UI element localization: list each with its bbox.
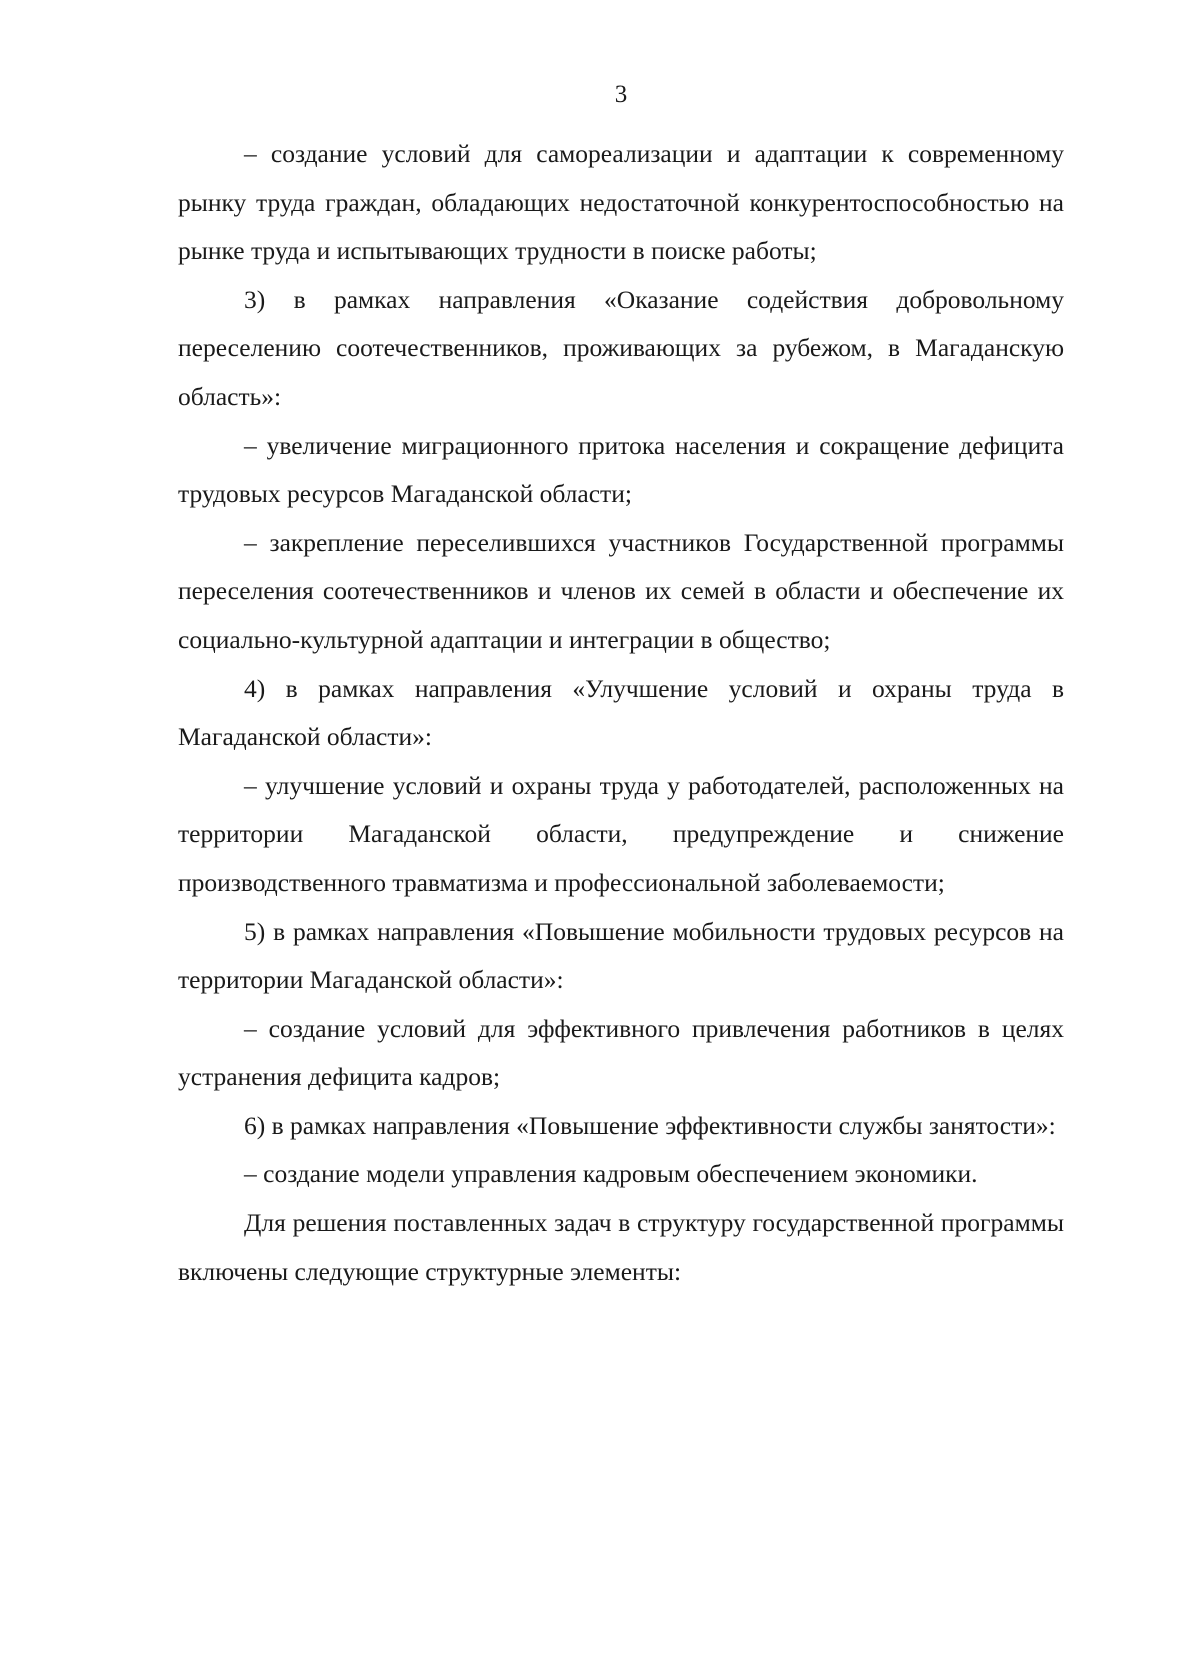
- paragraph-bullet-labor-safety: – улучшение условий и охраны труда у работодателей, расположенных на территории Магаданской области, предупреждение и снижение производственного травматизма и профессиональной заболеваемости;: [178, 770, 1064, 897]
- paragraph-direction-6: 6) в рамках направления «Повышение эффективности службы занятости»:: [244, 1110, 1056, 1140]
- paragraph-bullet-attract-workers: – создание условий для эффективного привлечения работников в целях устранения дефицита кадров;: [178, 1013, 1064, 1092]
- paragraph-bullet-self-realization: – создание условий для самореализации и адаптации к современному рынку труда граждан, обладающих недостаточной конкурентоспособностью на рынке труда и испытывающих трудности в поиске работы;: [178, 139, 1064, 266]
- paragraph-structural-elements: Для решения поставленных задач в структуру государственной программы включены следующие структурные элементы:: [178, 1208, 1064, 1286]
- paragraph-direction-4: 4) в рамках направления «Улучшение условий и охраны труда в Магаданской области»:: [178, 673, 1064, 752]
- paragraph-bullet-migration-inflow: – увеличение миграционного притока населения и сокращение дефицита трудовых ресурсов Магаданской области;: [178, 430, 1064, 509]
- document-body: [178, 130, 1064, 1296]
- paragraph-direction-5: 5) в рамках направления «Повышение мобильности трудовых ресурсов на территории Магаданской области»:: [178, 916, 1064, 995]
- paragraph-bullet-staffing-model: – создание модели управления кадровым обеспечением экономики.: [244, 1159, 978, 1189]
- paragraph-bullet-settlement: – закрепление переселившихся участников Государственной программы переселения соотечественников и членов их семей в области и обеспечение их социально-культурной адаптации и интеграции в общество;: [178, 527, 1064, 654]
- page-number: 3: [614, 81, 628, 108]
- paragraph-direction-3: 3) в рамках направления «Оказание содействия добровольному переселению соотечественников, проживающих за рубежом, в Магаданскую область»:: [178, 284, 1064, 411]
- document-page: [178, 0, 1064, 1661]
